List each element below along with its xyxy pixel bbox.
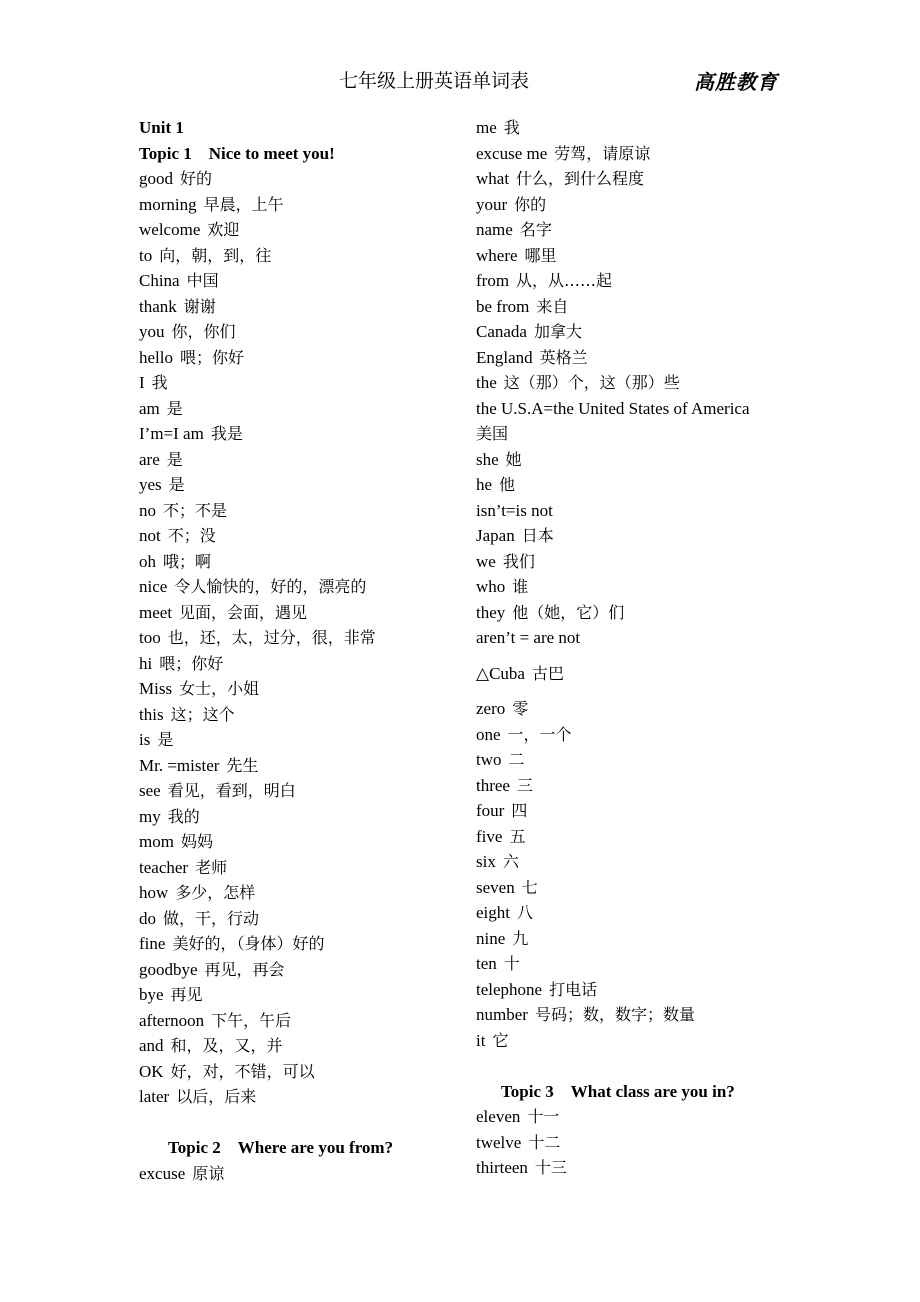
word-entry xyxy=(139,1008,459,1034)
word-english: Miss xyxy=(139,679,173,698)
word-english: is xyxy=(139,730,151,749)
word-chinese: 劳驾，请原谅 xyxy=(554,143,651,163)
word-english: number xyxy=(476,1005,528,1024)
word-english: six xyxy=(476,852,496,871)
word-entry xyxy=(476,345,816,371)
word-chinese: 下午，午后 xyxy=(211,1010,292,1030)
word-english: and xyxy=(139,1036,164,1055)
word-english: yes xyxy=(139,475,162,494)
word-chinese: 日本 xyxy=(521,526,554,545)
word-entry xyxy=(139,1084,459,1110)
word-english: hello xyxy=(139,347,173,367)
word-chinese: 女士，小姐 xyxy=(179,679,260,698)
word-english: telephone xyxy=(476,979,543,999)
word-chinese: 我是 xyxy=(210,424,243,443)
topic-title: Nice to meet you! xyxy=(208,143,335,163)
word-entry-continued xyxy=(476,421,816,447)
word-chinese: 加拿大 xyxy=(533,322,582,341)
word-chinese: 九 xyxy=(512,928,529,948)
word-entry xyxy=(476,1104,816,1130)
word-chinese: 什么，到什么程度 xyxy=(516,169,645,188)
word-entry xyxy=(139,702,459,728)
word-english: five xyxy=(476,826,503,846)
word-english: ten xyxy=(476,954,497,973)
topic-heading xyxy=(476,1079,816,1105)
word-entry xyxy=(139,166,459,192)
word-english: morning xyxy=(139,194,197,214)
word-entry xyxy=(476,824,816,850)
word-chinese: 谁 xyxy=(512,577,529,596)
word-entry xyxy=(476,600,816,626)
word-english: I xyxy=(139,373,145,392)
word-chinese: 二 xyxy=(508,750,525,769)
word-english: three xyxy=(476,775,510,795)
word-entry xyxy=(139,498,459,524)
word-chinese: 我 xyxy=(151,373,168,392)
word-entry xyxy=(476,217,816,243)
word-chinese: 也，还，太，过分，很，非常 xyxy=(167,628,376,647)
word-english: your xyxy=(476,194,508,214)
word-entry xyxy=(139,447,459,473)
word-chinese: 我的 xyxy=(167,806,200,826)
word-chinese: 喂；你好 xyxy=(180,347,245,367)
word-english: me xyxy=(476,118,497,137)
word-entry xyxy=(139,574,459,600)
word-chinese: 一，一个 xyxy=(507,724,572,744)
word-chinese: 号码；数，数字；数量 xyxy=(534,1005,695,1024)
word-chinese: 十 xyxy=(503,954,520,973)
word-english: mom xyxy=(139,832,174,851)
word-chinese: 从，从……起 xyxy=(516,271,613,290)
word-chinese: 哪里 xyxy=(524,245,557,265)
brand-logo: 高胜教育 xyxy=(694,70,778,94)
word-english: one xyxy=(476,724,501,744)
unit-heading: Unit 1 xyxy=(139,118,184,137)
word-list xyxy=(139,1161,459,1187)
word-english: aren’t = are not xyxy=(476,628,581,647)
word-entry xyxy=(139,778,459,804)
word-english: what xyxy=(476,169,510,188)
word-chinese: 令人愉快的，好的，漂亮的 xyxy=(174,577,367,596)
word-chinese: 看见，看到，明白 xyxy=(167,781,296,800)
word-chinese: 十二 xyxy=(528,1132,561,1152)
word-entry xyxy=(476,1028,816,1054)
word-chinese: 不；没 xyxy=(167,526,216,545)
page-title: 七年级上册英语单词表 xyxy=(338,70,529,92)
word-chinese: 先生 xyxy=(226,755,259,775)
word-english: thank xyxy=(139,296,177,316)
topic-label: Topic 2 xyxy=(168,1138,221,1157)
word-chinese: 向，朝，到，往 xyxy=(159,245,272,265)
topic-label: Topic 1 xyxy=(139,143,192,163)
word-english: how xyxy=(139,883,169,902)
topic-title: What class are you in? xyxy=(570,1081,735,1101)
word-english: later xyxy=(139,1087,170,1106)
word-entry xyxy=(139,829,459,855)
word-chinese: 原谅 xyxy=(192,1163,225,1183)
word-english: Mr. =mister xyxy=(139,755,220,775)
word-chinese: 名字 xyxy=(519,220,552,239)
word-entry xyxy=(476,926,816,952)
word-english: thirteen xyxy=(476,1158,528,1177)
topic-heading xyxy=(139,1135,459,1161)
word-english: nice xyxy=(139,577,168,596)
word-english: zero xyxy=(476,699,506,718)
word-english: isn’t=is not xyxy=(476,500,553,520)
word-entry xyxy=(139,217,459,243)
word-list xyxy=(476,1104,816,1181)
word-chinese: 我 xyxy=(503,118,520,137)
word-entry xyxy=(139,880,459,906)
word-entry xyxy=(476,141,816,167)
word-entry xyxy=(139,1059,459,1085)
word-english: my xyxy=(139,806,161,826)
word-chinese: 我们 xyxy=(502,551,535,571)
word-entry xyxy=(476,243,816,269)
word-chinese: 你的 xyxy=(514,194,547,214)
word-english: it xyxy=(476,1030,486,1050)
word-english: this xyxy=(139,704,164,724)
right-column xyxy=(476,115,816,1181)
word-english: four xyxy=(476,801,505,820)
word-entry xyxy=(476,1155,816,1181)
word-chinese: 他（她，它）们 xyxy=(512,602,625,622)
word-english: meet xyxy=(139,602,173,622)
word-english: Canada xyxy=(476,322,527,341)
word-chinese: 零 xyxy=(512,699,529,718)
word-entry xyxy=(476,498,816,524)
word-chinese: 她 xyxy=(505,449,522,469)
word-chinese: 打电话 xyxy=(549,979,598,999)
word-chinese: 好的 xyxy=(180,169,213,188)
word-entry xyxy=(139,753,459,779)
word-entry xyxy=(139,727,459,753)
word-entry xyxy=(476,549,816,575)
word-english: oh xyxy=(139,551,156,571)
word-chinese: 十三 xyxy=(534,1158,567,1177)
word-entry xyxy=(139,957,459,983)
word-english: where xyxy=(476,245,518,265)
word-chinese: 早晨，上午 xyxy=(203,194,284,214)
word-list xyxy=(476,115,816,396)
word-chinese: 老师 xyxy=(195,857,228,877)
word-chinese: 美国 xyxy=(476,424,509,443)
word-english: excuse xyxy=(139,1163,186,1183)
word-entry xyxy=(139,192,459,218)
word-english: two xyxy=(476,750,502,769)
word-entry xyxy=(139,804,459,830)
topic-label: Topic 3 xyxy=(501,1081,554,1101)
word-entry xyxy=(139,1161,459,1187)
word-english: OK xyxy=(139,1061,164,1081)
word-chinese: 不；不是 xyxy=(163,500,228,520)
word-english: I’m=I am xyxy=(139,424,204,443)
word-list xyxy=(139,166,459,1110)
word-english: afternoon xyxy=(139,1010,205,1030)
word-english: do xyxy=(139,908,156,928)
word-english: he xyxy=(476,475,493,494)
word-english: △Cuba xyxy=(476,663,525,683)
word-entry xyxy=(476,661,816,687)
word-english: you xyxy=(139,322,165,341)
word-english: from xyxy=(476,271,510,290)
word-chinese: 是 xyxy=(157,730,174,749)
word-entry xyxy=(476,319,816,345)
word-english: England xyxy=(476,347,533,367)
word-chinese: 见面，会面，遇见 xyxy=(179,602,308,622)
word-english: we xyxy=(476,551,496,571)
word-entry xyxy=(139,625,459,651)
word-chinese: 和，及，又，并 xyxy=(170,1036,283,1055)
word-english: excuse me xyxy=(476,143,548,163)
word-chinese: 妈妈 xyxy=(180,832,213,851)
word-entry xyxy=(476,747,816,773)
word-english: be from xyxy=(476,296,530,316)
word-chinese: 是 xyxy=(166,449,183,469)
word-chinese: 八 xyxy=(517,903,534,922)
word-entry xyxy=(139,472,459,498)
word-english: seven xyxy=(476,877,515,897)
word-chinese: 好，对，不错，可以 xyxy=(170,1061,315,1081)
word-entry xyxy=(476,166,816,192)
word-english: the xyxy=(476,373,497,392)
word-chinese: 多少，怎样 xyxy=(175,883,256,902)
word-english: teacher xyxy=(139,857,189,877)
word-english: name xyxy=(476,220,513,239)
word-english: welcome xyxy=(139,220,201,239)
word-entry xyxy=(476,625,816,651)
word-entry xyxy=(139,906,459,932)
word-chinese: 十一 xyxy=(527,1107,560,1126)
word-english: eight xyxy=(476,903,510,922)
word-english: hi xyxy=(139,653,153,673)
word-entry xyxy=(139,651,459,677)
word-english: are xyxy=(139,449,160,469)
word-english: too xyxy=(139,628,161,647)
word-chinese: 五 xyxy=(509,826,526,846)
word-entry xyxy=(139,676,459,702)
word-english: fine xyxy=(139,934,166,953)
word-english: nine xyxy=(476,928,506,948)
word-chinese: 喂；你好 xyxy=(159,653,224,673)
word-entry xyxy=(139,523,459,549)
word-english: to xyxy=(139,245,153,265)
word-chinese: 是 xyxy=(168,475,185,494)
word-english: not xyxy=(139,526,161,545)
word-entry xyxy=(139,268,459,294)
word-english: bye xyxy=(139,985,164,1004)
word-list xyxy=(476,447,816,651)
word-entry xyxy=(139,345,459,371)
word-chinese: 你，你们 xyxy=(171,322,236,341)
word-entry xyxy=(476,875,816,901)
word-chinese: 他 xyxy=(499,475,516,494)
word-chinese: 三 xyxy=(516,775,533,795)
word-chinese: 四 xyxy=(511,801,528,820)
word-entry xyxy=(476,951,816,977)
word-english: Japan xyxy=(476,526,515,545)
word-chinese: 英格兰 xyxy=(539,347,588,367)
word-english: they xyxy=(476,602,506,622)
word-entry xyxy=(139,855,459,881)
word-english: China xyxy=(139,271,180,290)
word-entry xyxy=(476,696,816,722)
word-entry xyxy=(476,294,816,320)
word-english: no xyxy=(139,500,156,520)
word-chinese: 欢迎 xyxy=(207,220,240,239)
word-entry xyxy=(476,900,816,926)
word-chinese: 再见 xyxy=(170,985,203,1004)
word-english: am xyxy=(139,398,160,418)
word-entry xyxy=(139,549,459,575)
word-entry xyxy=(476,192,816,218)
word-entry xyxy=(476,370,816,396)
word-chinese: 它 xyxy=(492,1030,509,1050)
word-entry xyxy=(139,1033,459,1059)
word-chinese: 来自 xyxy=(536,296,569,316)
word-entry xyxy=(139,294,459,320)
word-chinese: 再见，再会 xyxy=(204,959,285,979)
word-entry xyxy=(476,523,816,549)
word-entry xyxy=(139,396,459,422)
word-entry xyxy=(476,574,816,600)
word-entry xyxy=(476,773,816,799)
word-chinese: 是 xyxy=(166,398,183,418)
word-chinese: 以后，后来 xyxy=(176,1087,257,1106)
word-chinese: 六 xyxy=(502,852,519,871)
word-english: eleven xyxy=(476,1107,521,1126)
word-chinese: 美好的，（身体）好的 xyxy=(172,934,325,953)
word-entry xyxy=(139,421,459,447)
word-chinese: 这（那）个，这（那）些 xyxy=(503,373,680,392)
word-english: see xyxy=(139,781,161,800)
word-entry xyxy=(139,243,459,269)
word-entry xyxy=(476,798,816,824)
word-english: she xyxy=(476,449,499,469)
word-list xyxy=(476,696,816,1053)
word-chinese: 这；这个 xyxy=(170,704,235,724)
word-entry xyxy=(476,1130,816,1156)
word-chinese: 中国 xyxy=(186,271,219,290)
word-entry xyxy=(476,1002,816,1028)
word-chinese: 谢谢 xyxy=(183,296,216,316)
word-english: goodbye xyxy=(139,959,198,979)
word-entry xyxy=(476,849,816,875)
word-english: who xyxy=(476,577,506,596)
word-english: good xyxy=(139,169,173,188)
word-entry xyxy=(476,268,816,294)
word-chinese: 七 xyxy=(521,877,538,897)
word-entry xyxy=(139,982,459,1008)
word-chinese: 做，干，行动 xyxy=(163,908,260,928)
word-entry xyxy=(139,370,459,396)
word-entry xyxy=(476,447,816,473)
word-chinese: 哦；啊 xyxy=(163,551,212,571)
left-column xyxy=(139,115,459,1186)
word-english: twelve xyxy=(476,1132,522,1152)
topic-heading xyxy=(139,141,459,167)
word-entry xyxy=(139,931,459,957)
word-entry xyxy=(476,115,816,141)
word-entry xyxy=(139,600,459,626)
word-entry xyxy=(139,319,459,345)
word-entry xyxy=(476,472,816,498)
word-entry xyxy=(476,722,816,748)
word-entry xyxy=(476,396,816,422)
word-english: the U.S.A=the United States of America xyxy=(476,398,750,418)
word-entry xyxy=(476,977,816,1003)
word-chinese: 古巴 xyxy=(531,663,564,683)
topic-title: Where are you from? xyxy=(237,1138,394,1157)
